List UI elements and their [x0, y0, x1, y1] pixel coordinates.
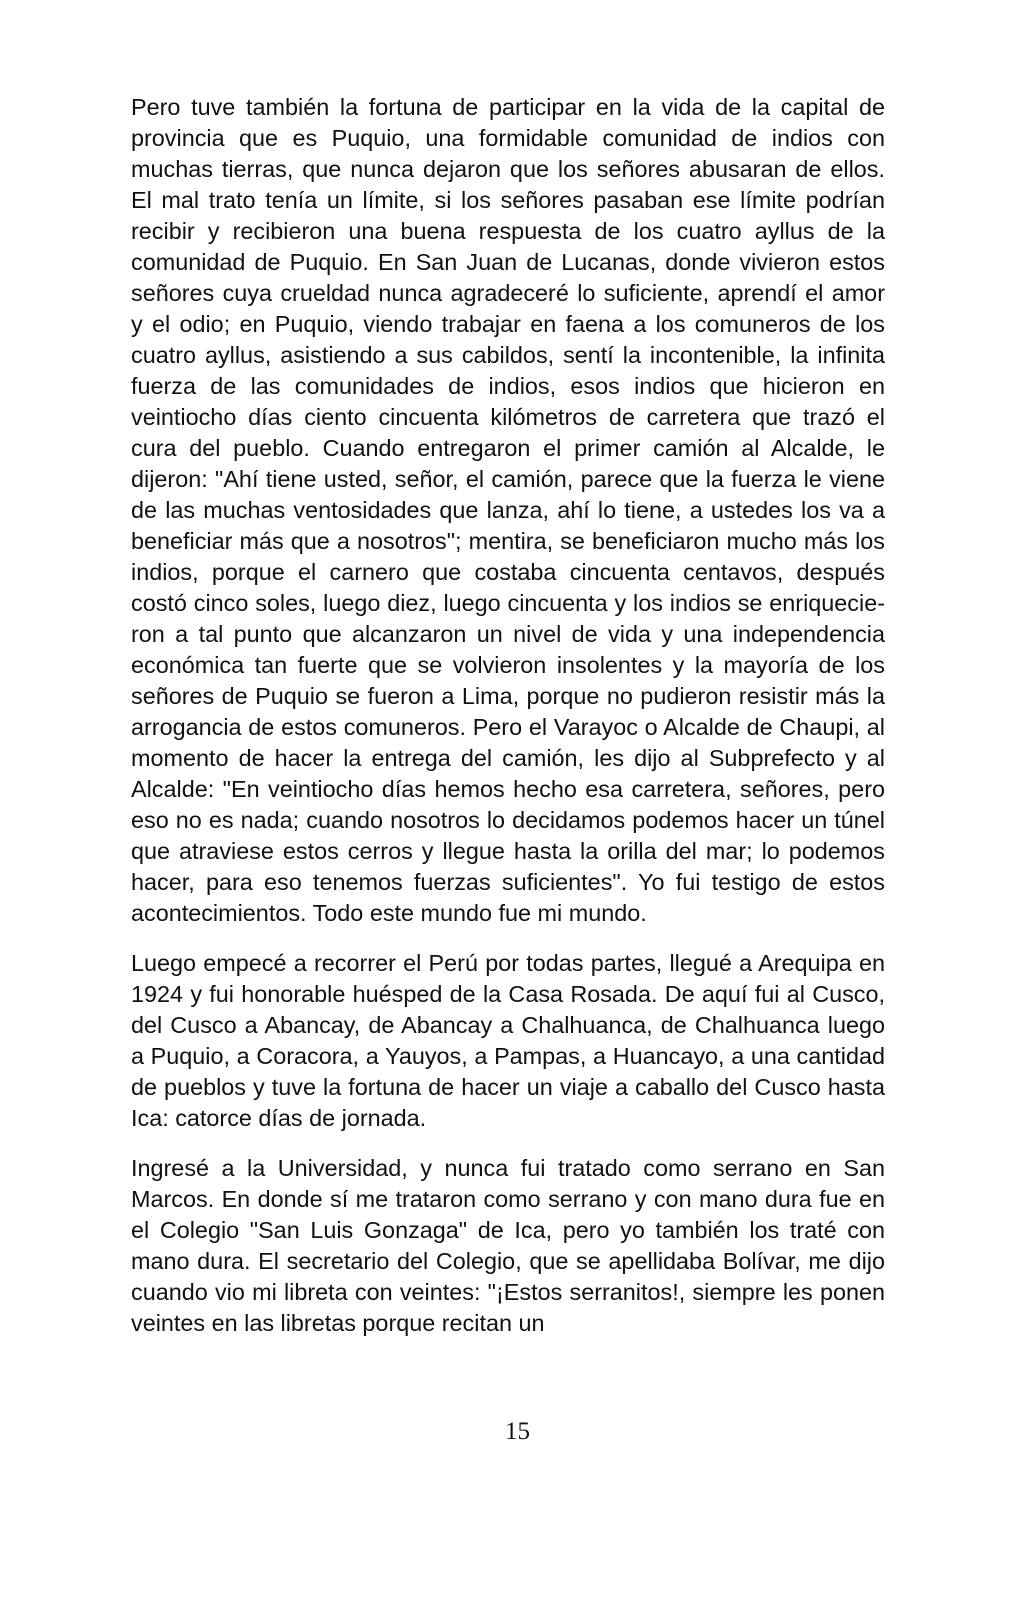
- page-number: 15: [505, 1418, 530, 1445]
- body-text: [131, 92, 885, 1358]
- paragraph-travels: Luego empecé a recorrer el Perú por todas partes, llegué a Arequipa en 1924 y fui honorable huésped de la Casa Rosada. De aquí fui al Cusco, del Cusco a Abancay, de Abancay a Chalhuanca, de Chalhuanca luego a Puquio, a Coracora, a Yauyos, a Pampas, a Huancayo, a una cantidad de pueblos y tuve la fortuna de hacer un viaje a caballo del Cusco hasta Ica: catorce días de jornada.: [131, 950, 885, 1131]
- paragraph-puquio: Pero tuve también la fortuna de participar en la vida de la capital de provincia que es Puquio, una formidable comunidad de indios con muchas tierras, que nunca dejaron que los señores abusaran de ellos. El mal trato tenía un límite, si los señores pasaban ese límite podrían recibir y recibieron una buena respuesta de los cuatro ayllus de la comunidad de Puquio. En San Juan de Lucanas, donde vivieron estos señores cuya crueldad nunca agradeceré lo suficiente, aprendí el amor y el odio; en Puquio, viendo trabajar en faena a los comuneros de los cuatro ayllus, asistiendo a sus cabildos, sentí la incontenible, la infinita fuerza de las comunidades de indios, esos indios que hicieron en veintiocho días ciento cincuenta kilómetros de carretera que trazó el cura del pueblo. Cuando entregaron el primer camión al Alcalde, le dijeron: "Ahí tiene usted, señor, el camión, parece que la fuerza le viene de las muchas ventosidades que lanza, ahí lo tiene, a ustedes los va a beneficiar más que a nosotros"; mentira, se beneficiaron mucho más los indios, porque el carnero que costaba cincuenta centavos, después costó cinco soles, luego diez, luego cincuenta y los indios se enriquecieron a tal punto que alcanzaron un nivel de vida y una independencia económica tan fuerte que se volvieron insolentes y la mayoría de los señores de Puquio se fueron a Lima, porque no pudieron resistir más la arrogancia de estos comuneros. Pero el Varayoc o Alcalde de Chaupi, al momento de hacer la entrega del camión, les dijo al Subprefecto y al Alcalde: "En veintiocho días hemos hecho esa carretera, señores, pero eso no es nada; cuando nosotros lo decidamos podemos hacer un túnel que atraviese estos cerros y llegue hasta la orilla del mar; lo podemos hacer, para eso tenemos fuerzas suficientes". Yo fui testigo de estos acontecimientos. Todo este mundo fue mi mundo.: [131, 94, 885, 926]
- paragraph-university: Ingresé a la Universidad, y nunca fui tratado como serrano en San Marcos. En donde sí me trataron como serrano y con mano dura fue en el Colegio "San Luis Gonzaga" de Ica, pero yo también los traté con mano dura. El secretario del Colegio, que se apellidaba Bolívar, me dijo cuando vio mi libreta con veintes: "¡Estos serranitos!, siempre les ponen veintes en las libretas porque recitan un: [131, 1155, 885, 1336]
